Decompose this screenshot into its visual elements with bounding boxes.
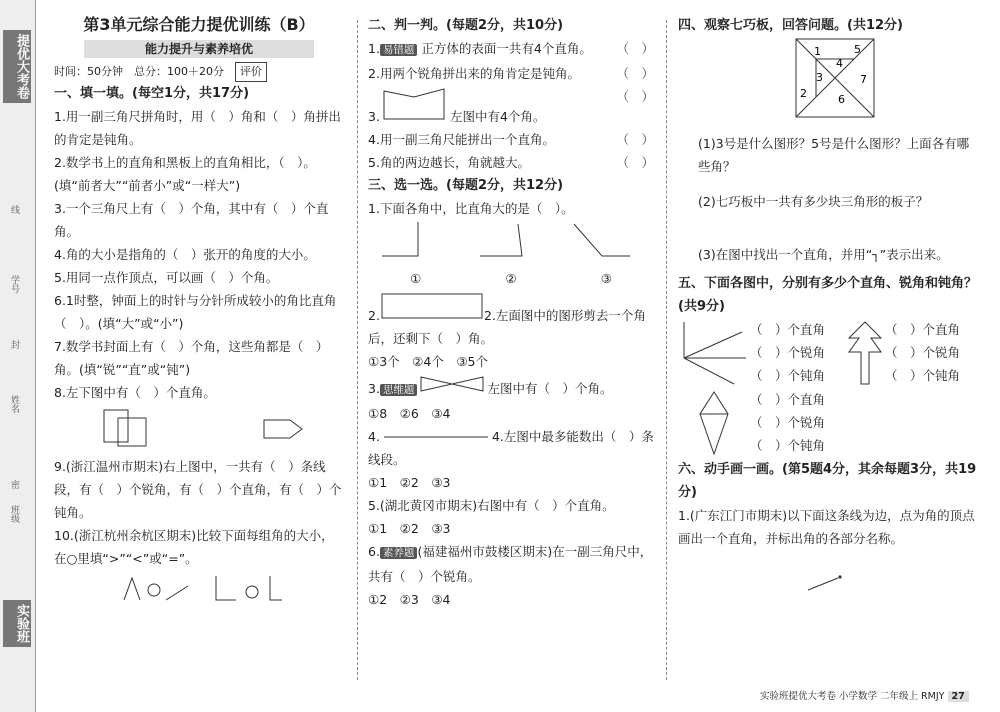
tag-badge: 素养题 <box>380 547 418 559</box>
statement: 角的两边越长，角就越大。 <box>379 155 530 170</box>
statement: 左图中有4个角。 <box>449 109 546 124</box>
question: 1.(广东江门市期末)以下面这条线为边，点为角的顶点画出一个直角，并标出角的各部分名称。 <box>678 508 975 546</box>
option[interactable]: ① <box>410 271 422 286</box>
question: 6. 素养题 (福建福州市鼓楼区期末)在一副三角尺中，共有（ ）个锐角。 <box>368 544 653 584</box>
judge-item: 5.角的两边越长，角就越大。 （ ） <box>368 151 654 174</box>
count-block-1 <box>678 318 978 388</box>
rectangle-cut-figure <box>380 290 484 320</box>
tangram-label: 2 <box>800 87 807 100</box>
section-heading: 二、判一判。(每题2分，共10分) <box>368 18 564 33</box>
column-1 <box>54 14 344 611</box>
answer-blank[interactable]: （ ） <box>616 66 654 81</box>
option[interactable]: ② <box>505 271 517 286</box>
question: 6.1时整，钟面上的时针与分针所成较小的角比直角（ ）。(填“大”或“小”) <box>54 293 337 331</box>
option[interactable]: ③ <box>600 271 612 286</box>
shape-figure <box>380 85 450 121</box>
field-label: 封 <box>9 340 19 349</box>
section-heading: 四、观察七巧板，回答问题。(共12分) <box>678 18 903 33</box>
rectangles-figure <box>54 404 344 448</box>
field-label: 密 <box>9 480 19 489</box>
answer-line[interactable]: （ ）个钝角 <box>750 368 826 383</box>
question: 10.(浙江杭州余杭区期末)比较下面每组角的大小，在○里填“>”“<”或“=”。 <box>54 528 334 566</box>
question-text: (福建福州市鼓楼区期末)在一副三角尺中，共有（ ）个锐角。 <box>368 544 653 584</box>
answer-line[interactable]: （ ）个锐角 <box>885 345 961 360</box>
brand-tag: 提优大考卷 <box>3 30 31 103</box>
tangram-figure <box>678 37 978 119</box>
question: 5.(湖北黄冈市期末)右图中有（ ）个直角。 <box>368 498 615 513</box>
page-number: 27 <box>948 691 969 702</box>
question: 2.数学书上的直角和黑板上的直角相比，（ ）。(填“前者大”“前者小”或“一样大”) <box>54 155 316 193</box>
option-row[interactable]: ①1 ②2 ③3 <box>368 521 451 536</box>
field-label: 学号 <box>9 275 19 293</box>
tangram-label: 6 <box>838 93 845 106</box>
section-heading: 六、动手画一画。(第5题4分，其余每题3分，共19分) <box>678 462 977 500</box>
statement: 用两个锐角拼出来的角肯定是钝角。 <box>379 66 580 81</box>
field-label: 线 <box>9 205 19 214</box>
judge-item: 1. 易错题 正方体的表面一共有4个直角。 （ ） <box>368 37 654 62</box>
answer-line[interactable]: （ ）个锐角 <box>750 415 826 430</box>
question: 4.角的大小是指角的（ ）张开的角度的大小。 <box>54 247 316 262</box>
column-divider <box>666 20 667 680</box>
option-row[interactable]: ①3个 ②4个 ③5个 <box>368 354 488 369</box>
question: 4. 4.左图中最多能数出（ ）条线段。 <box>368 429 654 467</box>
section-heading: 一、填一填。(每空1分，共17分) <box>54 86 250 101</box>
exam-meta <box>54 62 344 82</box>
time-score: 时间：50分钟 总分：100＋20分 <box>54 65 224 78</box>
judge-item: 3. 左图中有4个角。 （ ） <box>368 85 654 128</box>
answer-line[interactable]: （ ）个锐角 <box>750 345 826 360</box>
answer-line[interactable]: （ ）个钝角 <box>885 368 961 383</box>
section-heading: 三、选一选。(每题2分，共12分) <box>368 178 564 193</box>
tangram-label: 7 <box>860 73 867 86</box>
page-title: 第3单元综合能力提优训练（B） <box>83 15 315 34</box>
field-label: 姓名 <box>9 395 19 413</box>
tangram-label: 4 <box>836 57 843 70</box>
tangram-label: 1 <box>814 45 821 58</box>
tangram-label: 5 <box>854 43 861 56</box>
count-block-2 <box>678 388 978 458</box>
answer-line[interactable]: （ ）个钝角 <box>750 438 826 453</box>
kite-figure <box>678 388 750 458</box>
option-row <box>368 267 654 290</box>
column-divider <box>357 20 358 680</box>
line-segment-figure <box>380 429 492 441</box>
tag-badge: 思维题 <box>380 384 418 396</box>
footer-text: 实验班提优大考卷 小学数学 二年级上 RMJY <box>760 691 945 702</box>
brand-tag-bottom: 实验班 <box>3 600 31 647</box>
question: 7.数学书封面上有（ ）个角，这些角都是（ ）角。(填“锐”“直”或“钝”) <box>54 339 329 377</box>
answer-blank[interactable]: （ ） <box>616 132 654 147</box>
footer <box>760 688 969 702</box>
question: 5.用同一点作顶点，可以画（ ）个角。 <box>54 270 279 285</box>
question: (1)3号是什么图形？5号是什么图形？上面各有哪些角？ <box>698 136 970 174</box>
question: 8.左下图中有（ ）个直角。 <box>54 385 216 400</box>
question: 9.(浙江温州市期末)右上图中，一共有（ ）条线段，有（ ）个锐角，有（ ）个直角，有（ ）个钝角。 <box>54 459 342 520</box>
rays-figure <box>678 318 750 388</box>
statement: 用一副三角尺能拼出一个直角。 <box>379 132 555 147</box>
question-text: 2.左面图中的图形剪去一个角后，还剩下（ ）角。 <box>368 308 646 346</box>
tag-badge: 易错题 <box>380 44 418 56</box>
option-row[interactable]: ①8 ②6 ③4 <box>368 406 451 421</box>
section-heading: 五、下面各图中，分别有多少个直角、锐角和钝角？(共9分) <box>678 276 978 314</box>
rating-box[interactable]: 评价 <box>235 62 267 82</box>
question: (3)在图中找出一个直角，并用“┐”表示出来。 <box>698 247 949 262</box>
answer-line[interactable]: （ ）个直角 <box>885 322 961 337</box>
judge-item: 2.用两个锐角拼出来的角肯定是钝角。 （ ） <box>368 62 654 85</box>
answer-blank[interactable]: （ ） <box>616 89 654 104</box>
angle-compare-figure <box>54 570 344 604</box>
question-text: 左图中有（ ）个角。 <box>487 381 613 396</box>
column-2 <box>368 14 654 611</box>
subtitle: 能力提升与素养培优 <box>84 40 314 58</box>
question-text: 4.左图中最多能数出（ ）条线段。 <box>368 429 654 467</box>
answer-line[interactable]: （ ）个直角 <box>750 392 826 407</box>
question: 1.用一副三角尺拼角时，用（ ）角和（ ）角拼出的肯定是钝角。 <box>54 109 341 147</box>
angle-options-figure <box>368 220 648 260</box>
judge-item: 4.用一副三角尺能拼出一个直角。 （ ） <box>368 128 654 151</box>
option-row[interactable]: ①1 ②2 ③3 <box>368 475 451 490</box>
column-3 <box>678 14 978 607</box>
line-dot-figure <box>678 550 978 600</box>
statement: 正方体的表面一共有4个直角。 <box>421 41 592 56</box>
answer-blank[interactable]: （ ） <box>616 41 654 56</box>
field-label: 班级 <box>9 505 19 523</box>
arrow-figure <box>845 318 885 388</box>
answer-blank[interactable]: （ ） <box>616 155 654 170</box>
tangram-label: 3 <box>816 71 823 84</box>
question: 1.下面各角中，比直角大的是（ ）。 <box>368 201 574 216</box>
question: 3. 思维题 左图中有（ ）个角。 <box>368 373 654 402</box>
option-row[interactable]: ①2 ②3 ③4 <box>368 592 451 607</box>
bowtie-figure <box>417 373 487 393</box>
answer-line[interactable]: （ ）个直角 <box>750 322 826 337</box>
question: 2. 2.左面图中的图形剪去一个角后，还剩下（ ）角。 <box>368 290 654 350</box>
question: (2)七巧板中一共有多少块三角形的板子？ <box>698 194 929 209</box>
side-strip <box>0 0 36 712</box>
question: 3.一个三角尺上有（ ）个角，其中有（ ）个直角。 <box>54 201 329 239</box>
